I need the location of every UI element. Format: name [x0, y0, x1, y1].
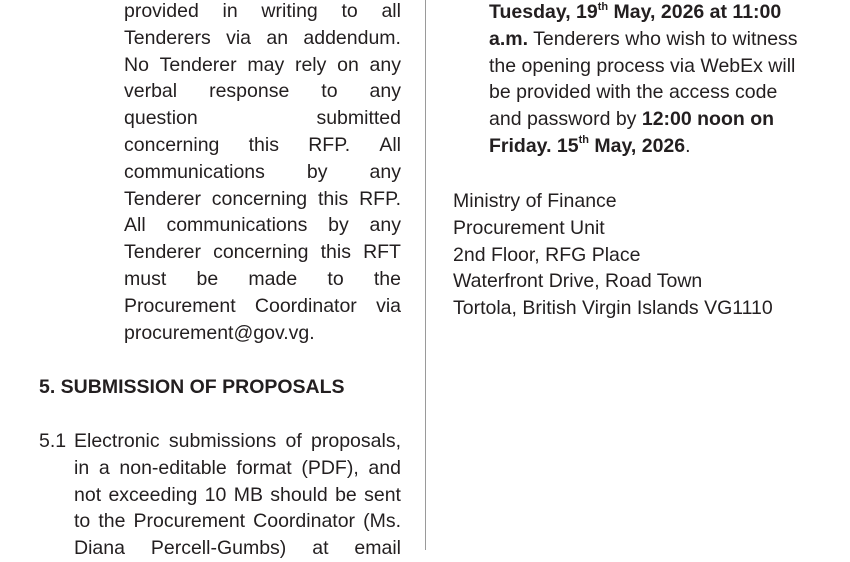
word: writing	[261, 0, 318, 22]
word: (Ms.	[363, 510, 401, 533]
text-line	[74, 428, 401, 455]
text-line	[124, 239, 401, 266]
address-line: Ministry of Finance	[453, 190, 617, 212]
clause-body	[74, 428, 401, 562]
word: via	[226, 26, 251, 49]
text-line	[124, 186, 401, 213]
word: verbal	[124, 80, 178, 103]
word: this	[320, 241, 351, 264]
word: all	[381, 0, 401, 22]
word: the	[98, 510, 126, 533]
text-line	[74, 535, 401, 562]
text-line	[124, 293, 401, 320]
clause-continuation	[124, 0, 401, 346]
word: format	[236, 456, 292, 479]
word: on	[337, 53, 359, 76]
address-line: 2nd Floor, RFG Place	[453, 243, 641, 266]
word: No	[124, 53, 149, 76]
word: exceeding	[108, 483, 198, 506]
text-line	[124, 159, 401, 186]
text-line	[124, 266, 401, 293]
word: Procurement	[133, 510, 246, 533]
schedule-line-2: a.m. Tenderers who wish to witness	[489, 27, 798, 50]
address-line: Procurement Unit	[453, 216, 605, 239]
word: non-editable	[119, 456, 227, 479]
text-line	[124, 0, 401, 25]
word: any	[369, 80, 401, 103]
word: addendum.	[303, 26, 401, 49]
word: Tenderer	[124, 187, 201, 210]
schedule-line-6: Friday. 15th May, 2026.	[489, 134, 691, 157]
word: of	[285, 430, 302, 452]
word: Procurement	[124, 294, 236, 317]
text-line	[74, 482, 401, 509]
word: communications	[124, 160, 265, 183]
email-address: procurement@gov.vg.	[124, 321, 315, 344]
text-line	[124, 25, 401, 52]
word: (PDF),	[301, 456, 359, 479]
word: by	[328, 214, 349, 237]
word: the	[373, 267, 401, 290]
word: response	[209, 80, 290, 103]
word: All	[379, 133, 401, 156]
word: submissions	[168, 430, 277, 452]
word: by	[306, 160, 328, 183]
address-block	[453, 188, 773, 322]
section-heading: 5. SUBMISSION OF PROPOSALS	[39, 376, 345, 398]
text-line	[74, 508, 401, 535]
word: be	[335, 483, 357, 506]
word: Diana	[74, 537, 125, 560]
word: any	[369, 53, 401, 76]
word: to	[321, 80, 338, 103]
word: via	[376, 294, 401, 317]
opening-schedule-paragraph	[489, 0, 816, 160]
word: be	[196, 267, 219, 290]
clause-number: 5.1	[39, 430, 67, 452]
word: question	[124, 107, 198, 130]
schedule-date: Tuesday, 19th May, 2026 at 11:00	[489, 0, 782, 23]
word: Tenderer	[159, 53, 237, 76]
word: submitted	[316, 107, 401, 130]
text-line	[124, 78, 401, 105]
word: rely	[294, 53, 327, 76]
text-line	[74, 455, 401, 482]
word: All	[124, 214, 146, 237]
word: communications	[166, 214, 308, 237]
word: to	[74, 510, 91, 533]
word: Electronic	[74, 430, 160, 452]
word: this	[317, 187, 349, 210]
word: 10	[204, 483, 227, 506]
schedule-line-3: the opening process via WebEx will	[489, 54, 796, 77]
word: RFP.	[308, 133, 351, 156]
word: made	[248, 267, 298, 290]
word: Tenderer	[124, 241, 201, 264]
column-divider	[425, 0, 426, 550]
word: MB	[233, 483, 263, 506]
word: proposals,	[311, 430, 401, 452]
word: Coordinator	[254, 294, 357, 317]
word: may	[247, 53, 285, 76]
word: at	[312, 537, 329, 560]
text-line	[124, 132, 401, 159]
word: provided	[124, 0, 199, 22]
word: sent	[364, 483, 401, 506]
word: and	[368, 456, 401, 479]
address-line: Tortola, British Virgin Islands VG1110	[453, 297, 773, 320]
word: concerning	[211, 187, 308, 210]
schedule-line-5: and password by 12:00 noon on	[489, 108, 775, 131]
word: in	[74, 456, 90, 479]
schedule-line-1	[489, 0, 816, 26]
word: an	[266, 26, 289, 49]
word: concerning	[124, 133, 220, 156]
word: Percell-Gumbs)	[150, 537, 287, 560]
word: concerning	[213, 241, 309, 264]
text-line	[124, 105, 401, 132]
text-line	[124, 52, 401, 79]
word: a	[98, 456, 110, 479]
word: must	[124, 267, 167, 290]
word: RFT	[363, 241, 401, 264]
word: not	[74, 483, 102, 506]
word: to	[341, 0, 358, 22]
word: Tenderers	[124, 26, 211, 49]
word: should	[270, 483, 328, 506]
address-line: Waterfront Drive, Road Town	[453, 270, 703, 293]
word: RFP.	[359, 187, 401, 210]
word: email	[354, 537, 401, 560]
text-line	[124, 212, 401, 239]
word: this	[248, 133, 279, 156]
word: in	[222, 0, 238, 22]
word: any	[369, 160, 401, 183]
schedule-line-4: be provided with the access code	[489, 81, 778, 104]
word: Coordinator	[253, 510, 356, 533]
word: to	[327, 267, 344, 290]
word: any	[369, 214, 401, 237]
